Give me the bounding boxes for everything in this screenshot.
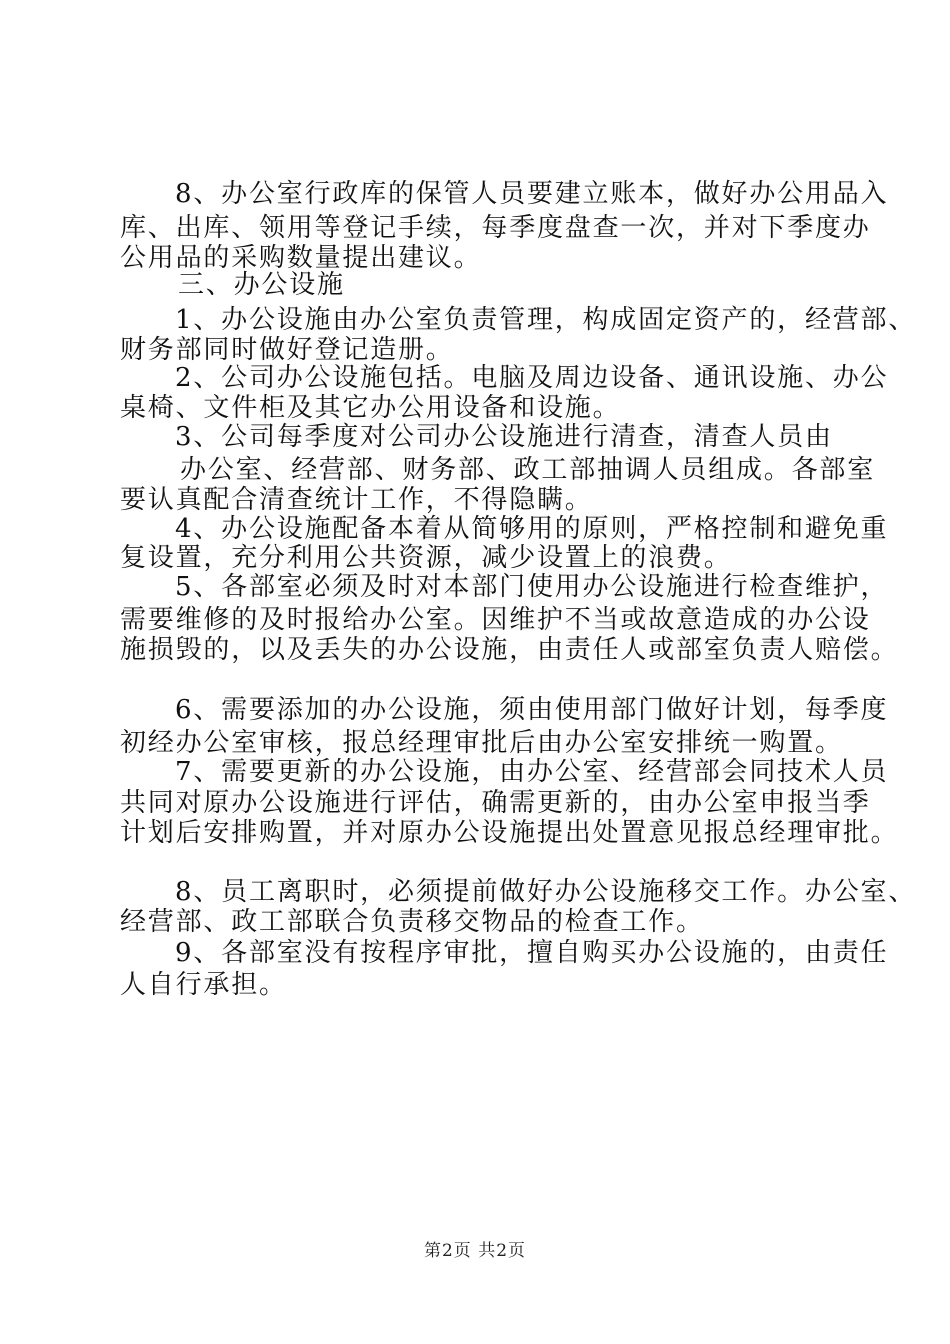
text-line: 人自行承担。 xyxy=(120,970,287,1000)
text-line: 2、公司办公设施包括。电脑及周边设备、通讯设施、办公 xyxy=(175,363,889,393)
text-line: 经营部、政工部联合负责移交物品的检查工作。 xyxy=(120,907,704,937)
text-line: 7、需要更新的办公设施，由办公室、经营部会同技术人员 xyxy=(175,757,889,787)
text-line: 桌椅、文件柜及其它办公用设备和设施。 xyxy=(120,393,621,423)
page-number-footer: 第2页 共2页 xyxy=(423,1241,527,1261)
text-line: 1、办公设施由办公室负责管理，构成固定资产的，经营部、 xyxy=(175,305,917,335)
text-line: 需要维修的及时报给办公室。因维护不当或故意造成的办公设 xyxy=(120,605,871,635)
text-line: 8、员工离职时，必须提前做好办公设施移交工作。办公室、 xyxy=(175,877,917,907)
text-line: 计划后安排购置，并对原办公设施提出处置意见报总经理审批。 xyxy=(120,818,899,848)
text-line: 库、出库、领用等登记手续，每季度盘查一次，并对下季度办 xyxy=(120,213,871,243)
text-line: 初经办公室审核，报总经理审批后由办公室安排统一购置。 xyxy=(120,728,843,758)
text-line: 3、公司每季度对公司办公设施进行清查，清查人员由 xyxy=(175,422,833,452)
text-line: 4、办公设施配备本着从简够用的原则，严格控制和避免重 xyxy=(175,514,889,544)
text-line: 9、各部室没有按程序审批，擅自购买办公设施的，由责任 xyxy=(175,938,889,968)
text-line: 要认真配合清查统计工作，不得隐瞒。 xyxy=(120,485,593,515)
text-line: 6、需要添加的办公设施，须由使用部门做好计划，每季度 xyxy=(175,695,889,725)
text-line: 共同对原办公设施进行评估，确需更新的，由办公室申报当季 xyxy=(120,788,871,818)
text-line: 财务部同时做好登记造册。 xyxy=(120,335,454,365)
text-line: 复设置，充分利用公共资源，减少设置上的浪费。 xyxy=(120,543,732,573)
text-line: 5、各部室必须及时对本部门使用办公设施进行检查维护， xyxy=(175,572,889,602)
text-line: 8、办公室行政库的保管人员要建立账本，做好办公用品入 xyxy=(175,179,889,209)
text-line: 公用品的采购数量提出建议。 xyxy=(120,243,482,273)
text-line: 施损毁的，以及丢失的办公设施，由责任人或部室负责人赔偿。 xyxy=(120,635,899,665)
text-line: 办公室、经营部、财务部、政工部抽调人员组成。各部室 xyxy=(180,455,876,485)
section-heading: 三、办公设施 xyxy=(178,270,345,300)
